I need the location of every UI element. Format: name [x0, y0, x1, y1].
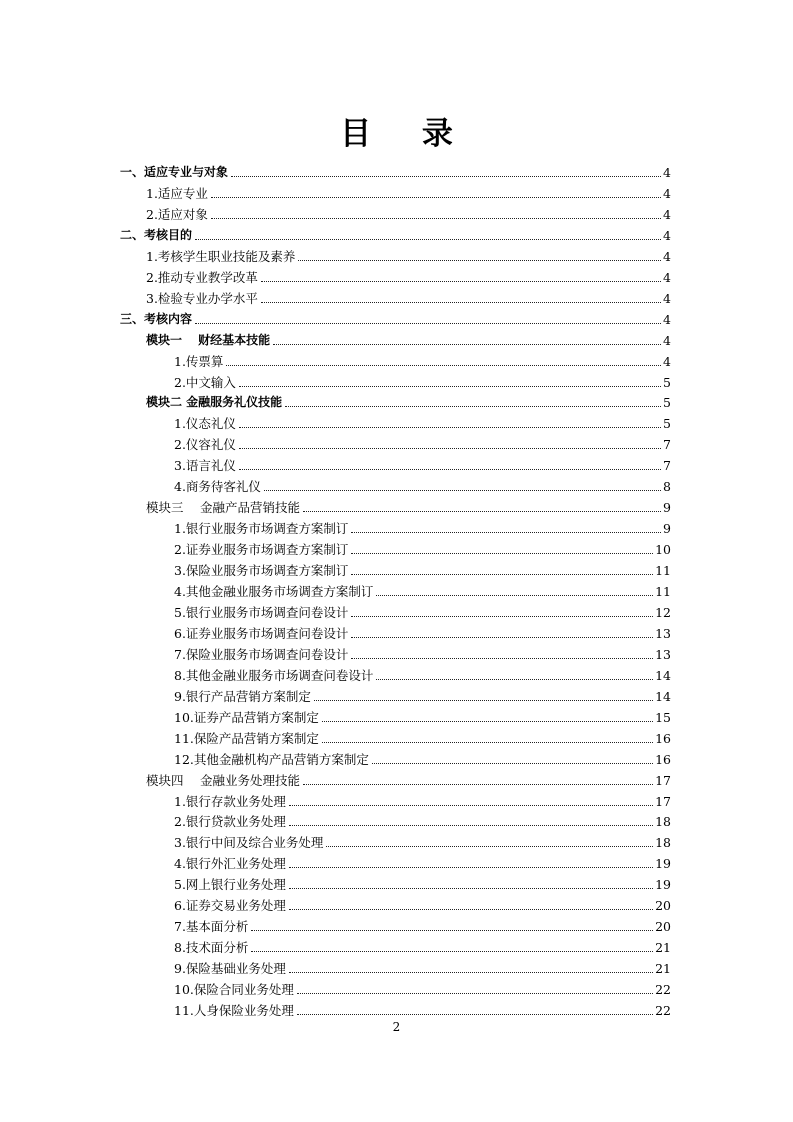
toc-entry-label: 模块一 财经基本技能 [146, 332, 271, 347]
toc-dot-leader [351, 657, 653, 659]
toc-dot-leader [351, 636, 653, 638]
page-title: 目 录 [340, 116, 473, 152]
toc-entry-page: 7 [663, 437, 671, 453]
toc-entry-page: 5 [663, 395, 671, 411]
toc-entry-label: 11.保险产品营销方案制定 [174, 730, 319, 746]
toc-entry-label: 9.保险基础业务处理 [174, 961, 286, 977]
toc-entry[interactable] [146, 328, 671, 348]
toc-dot-leader [289, 804, 653, 806]
toc-dot-leader [351, 573, 653, 575]
toc-entry-page: 11 [655, 563, 671, 579]
toc-entry[interactable] [120, 307, 671, 327]
toc-dot-leader [303, 783, 653, 785]
toc-entry-page: 4 [663, 248, 671, 264]
toc-entry[interactable] [146, 265, 671, 285]
toc-entry-page: 5 [663, 374, 671, 390]
toc-entry-label: 9.银行产品营销方案制定 [174, 688, 311, 704]
toc-dot-leader [372, 762, 653, 764]
toc-entry[interactable] [174, 893, 671, 913]
toc-entry[interactable] [174, 642, 671, 662]
toc-entry-page: 4 [663, 227, 671, 243]
toc-entry[interactable] [120, 223, 671, 243]
toc-dot-leader [239, 426, 661, 428]
toc-entry-label: 1.适应专业 [146, 185, 208, 201]
toc-entry-label: 7.基本面分析 [174, 919, 249, 935]
toc-entry[interactable] [174, 684, 671, 704]
toc-entry-label: 2.中文输入 [174, 374, 236, 390]
toc-entry-label: 1.传票算 [174, 353, 224, 369]
toc-entry-page: 21 [655, 961, 671, 977]
toc-entry[interactable] [174, 705, 671, 725]
toc-dot-leader [239, 468, 661, 470]
toc-dot-leader [289, 887, 653, 889]
toc-dot-leader [298, 259, 661, 261]
toc-entry[interactable] [174, 370, 671, 390]
toc-entry-label: 5.网上银行业务处理 [174, 877, 286, 893]
toc-dot-leader [261, 301, 661, 303]
toc-dot-leader [273, 343, 661, 345]
toc-entry-page: 7 [663, 458, 671, 474]
toc-entry[interactable] [174, 432, 671, 452]
toc-dot-leader [251, 929, 653, 931]
toc-entry[interactable] [174, 621, 671, 641]
toc-entry-page: 4 [663, 290, 671, 306]
toc-entry-label: 2.仪容礼仪 [174, 437, 236, 453]
toc-entry[interactable] [120, 160, 671, 180]
toc-entry-page: 20 [655, 919, 671, 935]
toc-entry[interactable] [174, 453, 671, 473]
toc-entry-label: 4.银行外汇业务处理 [174, 856, 286, 872]
toc-dot-leader [226, 364, 661, 366]
toc-entry-label: 一、适应专业与对象 [120, 165, 229, 179]
toc-entry[interactable] [174, 663, 671, 683]
toc-entry-page: 16 [655, 751, 671, 767]
toc-entry-label: 三、考核内容 [120, 311, 193, 326]
toc-entry[interactable] [174, 579, 671, 599]
toc-dot-leader [303, 510, 661, 512]
toc-entry-page: 4 [663, 185, 671, 201]
toc-entry[interactable] [174, 411, 671, 431]
toc-entry-label: 11.人身保险业务处理 [174, 1003, 294, 1018]
toc-entry-label: 10.保险合同业务处理 [174, 982, 294, 998]
toc-dot-leader [261, 280, 661, 282]
toc-entry-label: 2.推动专业教学改革 [146, 269, 258, 285]
toc-dot-leader [289, 908, 653, 910]
toc-dot-leader [322, 720, 653, 722]
toc-entry-label: 3.银行中间及综合业务处理 [174, 835, 324, 851]
toc-entry[interactable] [174, 830, 671, 850]
toc-entry[interactable] [174, 977, 671, 997]
toc-dot-leader [264, 489, 661, 491]
toc-dot-leader [351, 531, 661, 533]
toc-entry[interactable] [146, 286, 671, 306]
toc-entry-page: 8 [663, 479, 671, 495]
toc-entry-page: 19 [655, 856, 671, 872]
toc-entry-label: 8.技术面分析 [174, 940, 249, 956]
toc-entry-label: 4.商务待客礼仪 [174, 479, 261, 495]
toc-entry-page: 16 [655, 730, 671, 746]
toc-entry[interactable] [174, 872, 671, 892]
toc-entry-page: 4 [663, 165, 671, 180]
toc-entry[interactable] [174, 998, 671, 1018]
toc-entry-label: 3.语言礼仪 [174, 458, 236, 474]
toc-entry-label: 二、考核目的 [120, 227, 193, 242]
toc-dot-leader [322, 741, 653, 743]
toc-entry-label: 模块二 金融服务礼仪技能 [146, 395, 283, 410]
toc-dot-leader [314, 699, 653, 701]
toc-entry-page: 15 [655, 709, 671, 725]
toc-entry[interactable] [174, 726, 671, 746]
toc-entry-label: 8.其他金融业服务市场调查问卷设计 [174, 667, 374, 683]
toc-entry-page: 4 [663, 269, 671, 285]
toc-dot-leader [376, 594, 653, 596]
toc-entry-page: 18 [655, 835, 671, 851]
toc-entry-label: 6.证券交易业务处理 [174, 898, 286, 914]
toc-entry[interactable] [174, 789, 671, 809]
toc-dot-leader [285, 405, 661, 407]
toc-entry-label: 6.证券业服务市场调查问卷设计 [174, 625, 349, 641]
toc-entry[interactable] [174, 516, 671, 536]
page-number: 2 [392, 1020, 401, 1034]
toc-entry-label: 2.适应对象 [146, 206, 208, 222]
toc-entry[interactable] [146, 244, 671, 264]
toc-entry[interactable] [174, 914, 671, 934]
toc-entry-page: 18 [655, 814, 671, 830]
toc-entry[interactable] [174, 600, 671, 620]
toc-entry-label: 7.保险业服务市场调查问卷设计 [174, 646, 349, 662]
toc-entry[interactable] [174, 558, 671, 578]
toc-entry-page: 21 [655, 940, 671, 956]
toc-dot-leader [326, 845, 653, 847]
toc-dot-leader [195, 322, 661, 324]
toc-entry-label: 1.银行业服务市场调查方案制订 [174, 521, 349, 537]
toc-entry-label: 模块四 金融业务处理技能 [146, 772, 300, 788]
toc-entry[interactable] [146, 390, 671, 410]
toc-entry-page: 22 [655, 1003, 671, 1018]
toc-dot-leader [289, 971, 653, 973]
toc-entry-page: 11 [655, 584, 671, 599]
toc-entry-page: 19 [655, 877, 671, 893]
toc-dot-leader [376, 678, 653, 680]
toc-entry-page: 9 [663, 521, 671, 537]
toc-entry[interactable] [146, 181, 671, 201]
toc-entry[interactable] [146, 202, 671, 222]
toc-dot-leader [239, 385, 661, 387]
toc-entry-page: 5 [663, 416, 671, 432]
toc-entry-page: 9 [663, 500, 671, 516]
toc-dot-leader [289, 866, 653, 868]
toc-entry-page: 4 [663, 206, 671, 222]
toc-entry-label: 4.其他金融业服务市场调查方案制订 [174, 584, 374, 599]
toc-entry-page: 17 [655, 772, 671, 788]
toc-entry-label: 2.证券业服务市场调查方案制订 [174, 542, 349, 558]
toc-entry-label: 1.仪态礼仪 [174, 416, 236, 432]
toc-entry-page: 13 [655, 646, 671, 662]
toc-entry-label: 3.检验专业办学水平 [146, 290, 258, 306]
toc-entry-label: 1.银行存款业务处理 [174, 793, 286, 809]
toc-entry[interactable] [174, 747, 671, 767]
toc-dot-leader [289, 824, 653, 826]
toc-dot-leader [297, 992, 653, 994]
toc-entry-label: 1.考核学生职业技能及素养 [146, 248, 296, 264]
toc-entry[interactable] [174, 956, 671, 976]
toc-entry-page: 10 [655, 542, 671, 558]
toc-entry[interactable] [174, 537, 671, 557]
toc-dot-leader [211, 217, 661, 219]
toc-entry[interactable] [146, 768, 671, 788]
toc-dot-leader [351, 615, 653, 617]
toc-entry-label: 5.银行业服务市场调查问卷设计 [174, 604, 349, 620]
toc-entry-page: 4 [663, 332, 671, 348]
toc-entry[interactable] [174, 935, 671, 955]
toc-entry[interactable] [174, 809, 671, 829]
toc-entry-page: 4 [663, 353, 671, 369]
toc-entry-page: 12 [655, 604, 671, 620]
toc-dot-leader [231, 175, 661, 177]
toc-entry[interactable] [174, 474, 671, 494]
toc-entry-page: 22 [655, 982, 671, 998]
toc-dot-leader [351, 552, 653, 554]
toc-entry-page: 14 [655, 667, 671, 683]
toc-entry[interactable] [174, 349, 671, 369]
toc-entry-page: 13 [655, 625, 671, 641]
toc-entry-label: 3.保险业服务市场调查方案制订 [174, 563, 349, 579]
toc-entry-page: 20 [655, 898, 671, 914]
toc-dot-leader [239, 447, 661, 449]
toc-entry-label: 10.证券产品营销方案制定 [174, 709, 319, 725]
toc-entry-label: 模块三 金融产品营销技能 [146, 500, 300, 516]
toc-dot-leader [195, 238, 661, 240]
toc-entry-page: 4 [663, 311, 671, 327]
toc-entry-label: 2.银行贷款业务处理 [174, 814, 286, 830]
toc-entry[interactable] [146, 495, 671, 515]
toc-dot-leader [211, 196, 661, 198]
toc-entry-page: 14 [655, 688, 671, 704]
toc-dot-leader [251, 950, 653, 952]
toc-dot-leader [297, 1013, 653, 1015]
toc-entry-page: 17 [655, 793, 671, 809]
toc-entry-label: 12.其他金融机构产品营销方案制定 [174, 751, 369, 767]
toc-entry[interactable] [174, 851, 671, 871]
